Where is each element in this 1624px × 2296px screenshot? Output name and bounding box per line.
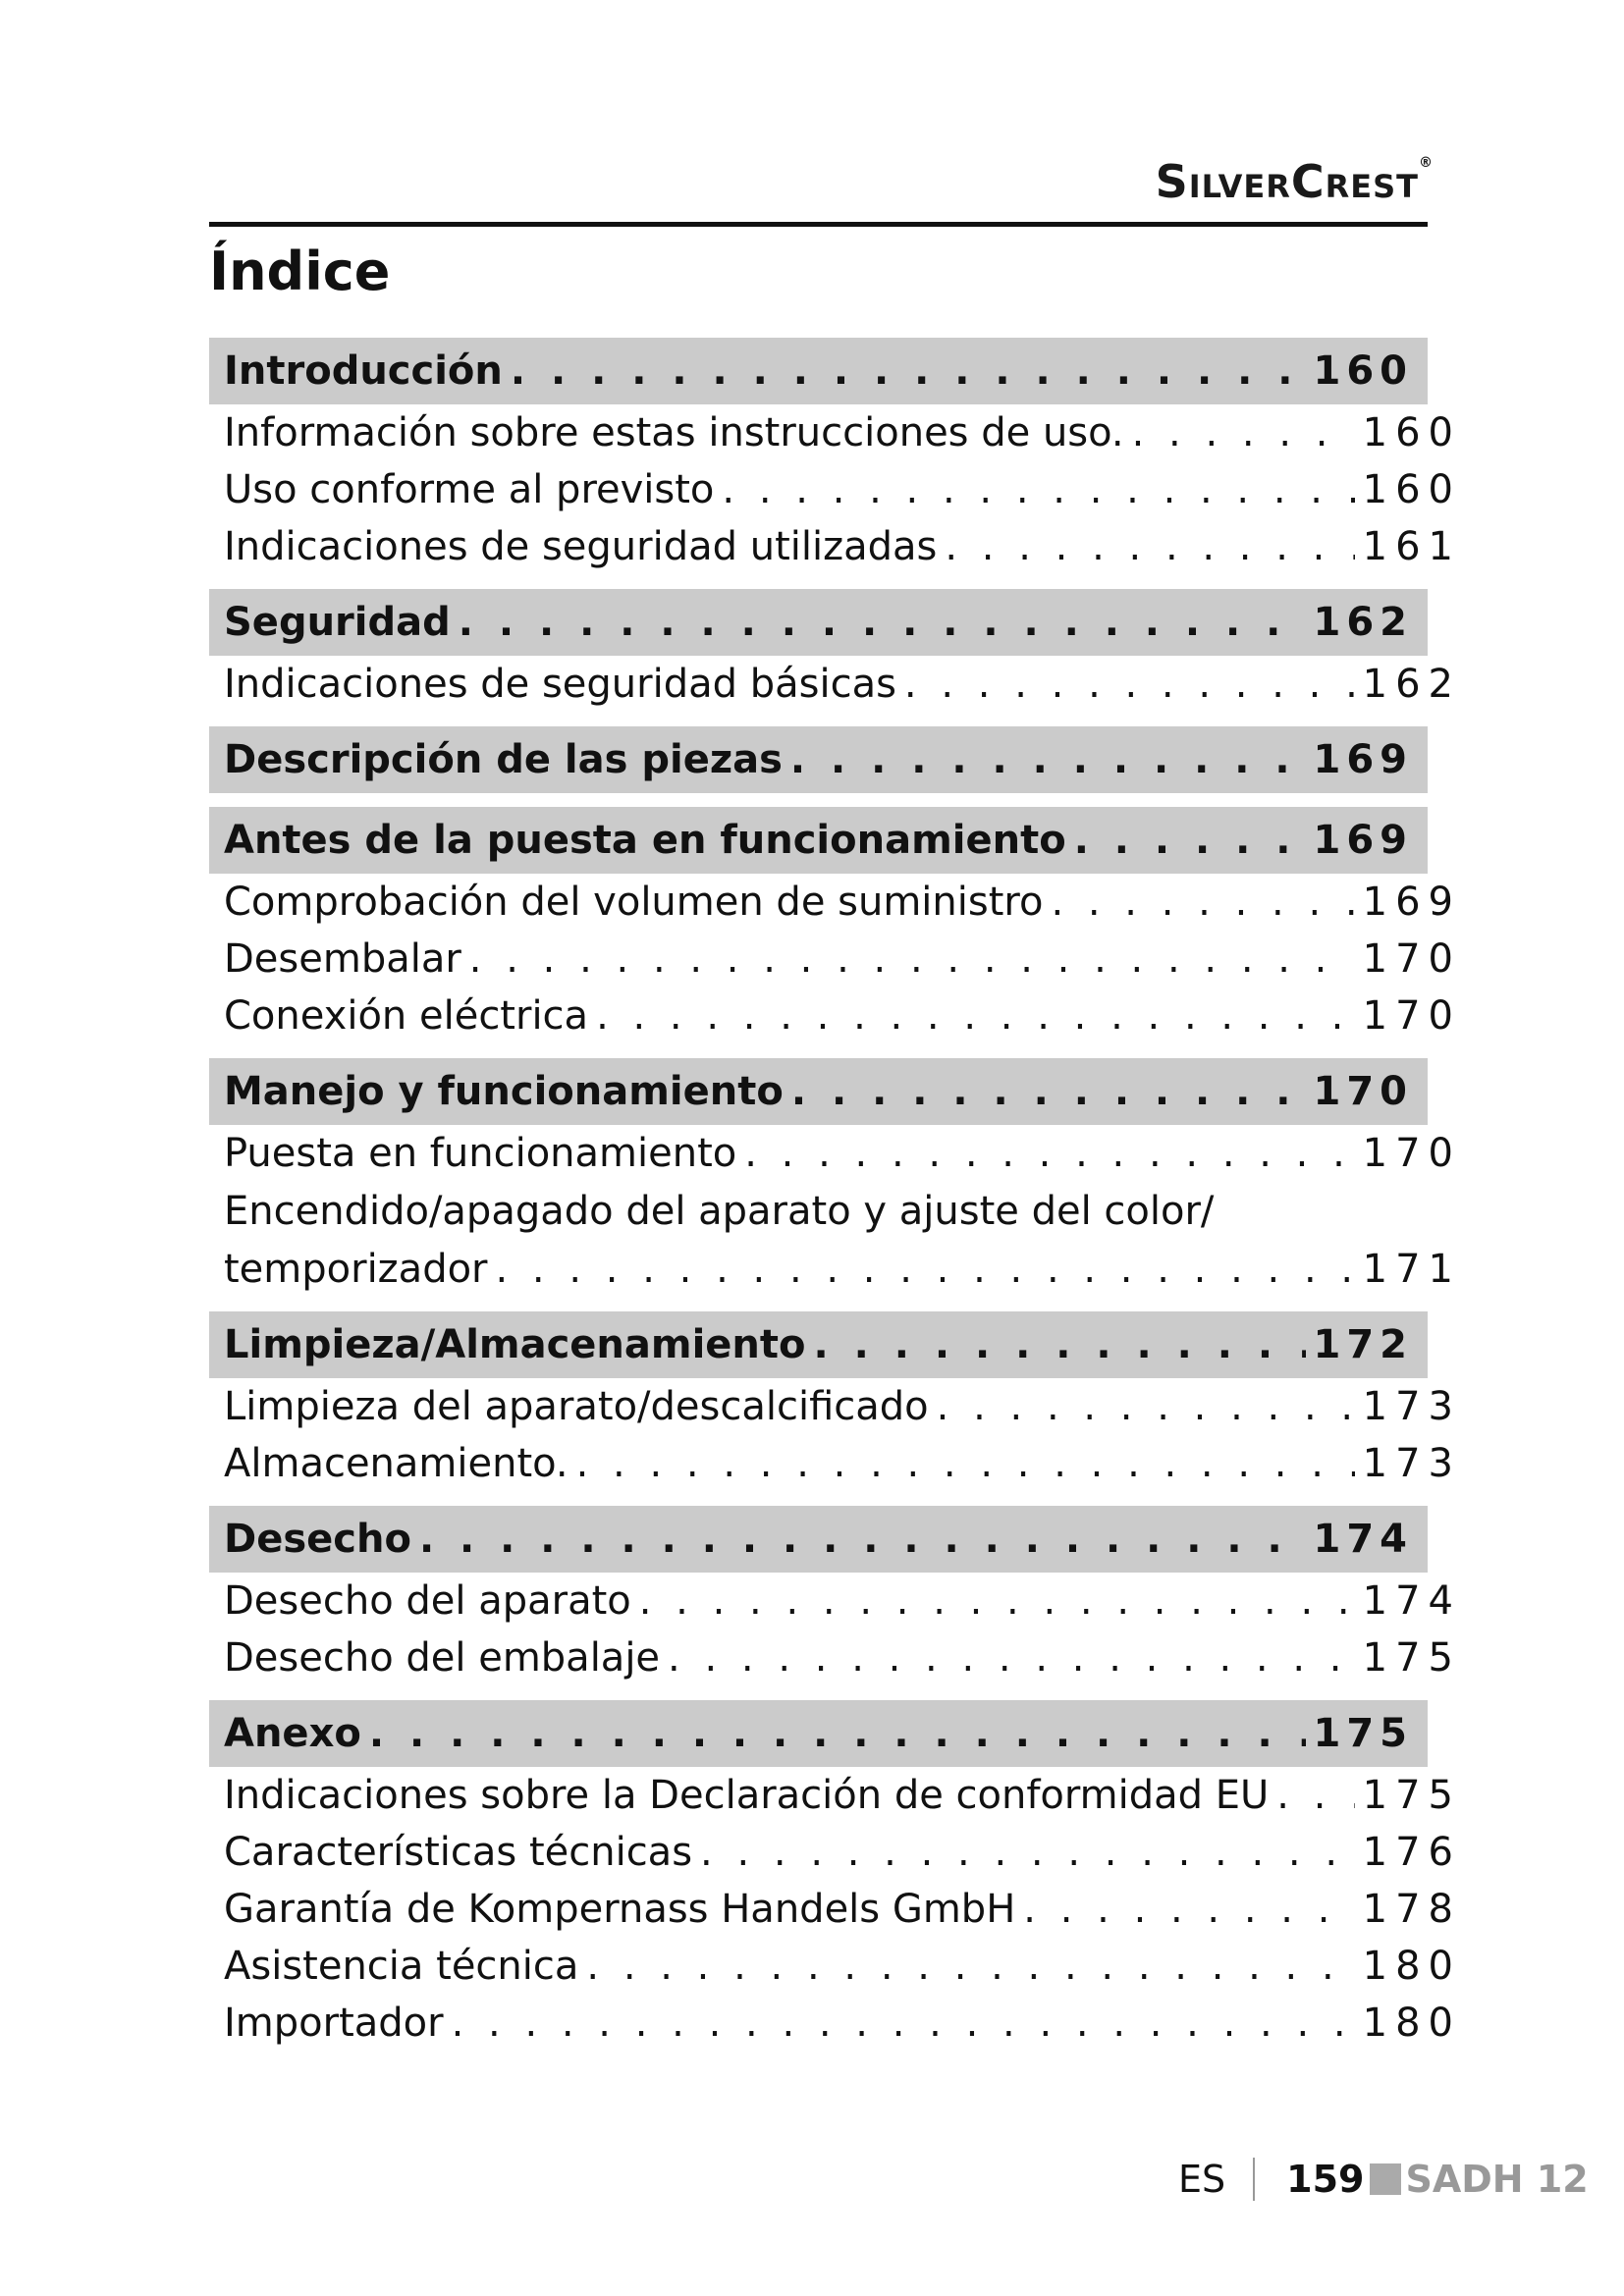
toc-entry[interactable]	[209, 518, 1476, 575]
header-rule	[209, 222, 1428, 227]
toc-entry-label: Garantía de Kompernass Handels GmbH	[224, 1887, 1016, 1932]
toc-section-page: 169	[1313, 818, 1413, 863]
toc-leader-dots	[469, 931, 1355, 988]
toc-entry-page: 170	[1362, 993, 1461, 1039]
toc-leader-dots	[791, 1069, 1306, 1114]
section-spacer	[209, 713, 1486, 726]
toc-leader-dots	[1074, 818, 1306, 863]
toc-section-heading[interactable]	[209, 1700, 1428, 1767]
toc-entry[interactable]	[209, 461, 1476, 518]
toc-entry-label: Comprobación del volumen de suministro	[224, 880, 1044, 925]
table-of-contents	[209, 338, 1486, 2065]
toc-leader-dots	[596, 988, 1355, 1044]
footer-model: SADH 12	[1405, 2158, 1589, 2201]
toc-leader-dots	[1051, 874, 1354, 931]
toc-entry-page: 180	[1362, 1944, 1461, 1989]
toc-leader-dots	[511, 348, 1306, 394]
toc-entry[interactable]	[209, 931, 1476, 988]
brand-logo: SilverCrest®	[1155, 155, 1434, 208]
toc-entry[interactable]	[209, 1573, 1476, 1629]
toc-entry-label: Características técnicas	[224, 1830, 693, 1875]
toc-leader-dots	[790, 737, 1306, 782]
footer-language: ES	[1178, 2158, 1226, 2201]
toc-leader-dots	[419, 1517, 1306, 1562]
toc-section-page: 162	[1313, 600, 1413, 645]
footer-divider	[1253, 2158, 1255, 2201]
toc-entry-label: Limpieza del aparato/descalcificado	[224, 1384, 929, 1429]
toc-leader-dots	[576, 1435, 1355, 1492]
toc-entry-label: Puesta en funcionamiento	[224, 1131, 737, 1176]
toc-entry-label: Indicaciones de seguridad básicas	[224, 662, 896, 707]
toc-entry-page: 170	[1362, 936, 1461, 982]
toc-entry[interactable]	[209, 1378, 1476, 1435]
toc-leader-dots	[496, 1241, 1355, 1298]
section-spacer	[209, 1686, 1486, 1700]
toc-entry-label-line: Encendido/apagado del aparato y ajuste del color/	[224, 1189, 1215, 1234]
toc-entry-page: 174	[1362, 1578, 1461, 1624]
section-spacer	[209, 793, 1486, 807]
toc-entry[interactable]	[209, 1938, 1476, 1995]
toc-section-page: 172	[1313, 1322, 1413, 1367]
toc-entry-label: Información sobre estas instrucciones de uso.	[224, 410, 1124, 455]
toc-entry-page: 161	[1362, 524, 1461, 569]
page-footer	[1178, 2150, 1624, 2209]
toc-section	[209, 1311, 1486, 1506]
toc-section-page: 170	[1313, 1069, 1413, 1114]
toc-section-heading[interactable]	[209, 338, 1428, 404]
toc-entry-page: 171	[1362, 1247, 1461, 1292]
toc-leader-dots	[459, 600, 1306, 645]
toc-section	[209, 338, 1486, 589]
toc-section-heading[interactable]	[209, 589, 1428, 656]
toc-leader-dots	[586, 1938, 1354, 1995]
toc-entry-page: 180	[1362, 2001, 1461, 2046]
toc-section-title: Descripción de las piezas	[224, 737, 783, 782]
toc-entry-label: Indicaciones sobre la Declaración de conformidad EU	[224, 1773, 1270, 1818]
toc-section-title: Introducción	[224, 348, 503, 394]
toc-entry-page: 173	[1362, 1441, 1461, 1486]
toc-entry-page: 175	[1362, 1773, 1461, 1818]
toc-leader-dots	[700, 1824, 1355, 1881]
toc-entry-page: 162	[1362, 662, 1461, 707]
toc-leader-dots	[904, 656, 1355, 713]
toc-section	[209, 1506, 1486, 1700]
section-spacer	[209, 575, 1486, 589]
toc-leader-dots	[744, 1125, 1354, 1182]
toc-section-title: Seguridad	[224, 600, 451, 645]
toc-entry-label: Desembalar	[224, 936, 461, 982]
toc-entry-label: Conexión eléctrica	[224, 993, 589, 1039]
toc-section-page: 174	[1313, 1517, 1413, 1562]
toc-entry[interactable]	[209, 404, 1476, 461]
toc-entry[interactable]	[209, 1241, 1476, 1298]
toc-entry-label: Almacenamiento.	[224, 1441, 568, 1486]
toc-entry[interactable]	[209, 1824, 1476, 1881]
toc-entry-page: 160	[1362, 410, 1461, 455]
toc-leader-dots	[639, 1573, 1355, 1629]
section-spacer	[209, 2052, 1486, 2065]
toc-section-page: 160	[1313, 348, 1413, 394]
toc-section-title: Desecho	[224, 1517, 411, 1562]
section-spacer	[209, 1044, 1486, 1058]
toc-entry-page: 173	[1362, 1384, 1461, 1429]
toc-section-title: Limpieza/Almacenamiento	[224, 1322, 806, 1367]
toc-entry-label: Asistencia técnica	[224, 1944, 579, 1989]
toc-leader-dots	[452, 1995, 1355, 2052]
toc-leader-dots	[1132, 404, 1355, 461]
toc-entry[interactable]	[209, 1995, 1476, 2052]
toc-entry-page: 178	[1362, 1887, 1461, 1932]
toc-leader-dots	[945, 518, 1354, 575]
toc-section-heading[interactable]	[209, 726, 1428, 793]
toc-entry[interactable]	[209, 988, 1476, 1044]
toc-entry[interactable]	[209, 1629, 1476, 1686]
toc-entry-label: Indicaciones de seguridad utilizadas	[224, 524, 938, 569]
toc-entry[interactable]	[209, 1767, 1476, 1824]
toc-leader-dots	[1023, 1881, 1354, 1938]
toc-entry[interactable]	[209, 1881, 1476, 1938]
toc-entry[interactable]	[209, 874, 1476, 931]
toc-entry-page: 170	[1362, 1131, 1461, 1176]
toc-leader-dots	[722, 461, 1354, 518]
toc-section-page: 169	[1313, 737, 1413, 782]
toc-leader-dots	[1276, 1767, 1354, 1824]
toc-entry-label: Desecho del embalaje	[224, 1635, 661, 1681]
toc-section-page: 175	[1313, 1711, 1413, 1756]
toc-section-heading[interactable]	[209, 1311, 1428, 1378]
section-spacer	[209, 1298, 1486, 1311]
page-title: Índice	[209, 240, 391, 302]
toc-section-heading[interactable]	[209, 1506, 1428, 1573]
toc-section-heading[interactable]	[209, 807, 1428, 874]
toc-entry-label: Uso conforme al previsto	[224, 467, 715, 512]
toc-section	[209, 726, 1486, 807]
toc-leader-dots	[668, 1629, 1355, 1686]
toc-entry-label: Importador	[224, 2001, 444, 2046]
footer-page-number: 159	[1286, 2158, 1365, 2201]
toc-section-title: Manejo y funcionamiento	[224, 1069, 784, 1114]
toc-section	[209, 807, 1486, 1058]
toc-entry-page: 169	[1362, 880, 1461, 925]
toc-entry[interactable]	[209, 1125, 1476, 1182]
footer-square-icon	[1370, 2163, 1401, 2195]
toc-entry-page: 160	[1362, 467, 1461, 512]
toc-section	[209, 589, 1486, 726]
toc-entry-label: temporizador	[224, 1247, 488, 1292]
toc-section-title: Antes de la puesta en funcionamiento	[224, 818, 1066, 863]
toc-section-heading[interactable]	[209, 1058, 1428, 1125]
section-spacer	[209, 1492, 1486, 1506]
toc-entry-page: 175	[1362, 1635, 1461, 1681]
toc-leader-dots	[813, 1322, 1305, 1367]
toc-entry-label: Desecho del aparato	[224, 1578, 631, 1624]
toc-entry[interactable]	[209, 1435, 1476, 1492]
toc-section	[209, 1058, 1486, 1311]
toc-leader-dots	[937, 1378, 1355, 1435]
toc-section-title: Anexo	[224, 1711, 361, 1756]
toc-section	[209, 1700, 1486, 2065]
toc-entry[interactable]	[209, 656, 1476, 713]
toc-leader-dots	[369, 1711, 1306, 1756]
toc-entry-page: 176	[1362, 1830, 1461, 1875]
